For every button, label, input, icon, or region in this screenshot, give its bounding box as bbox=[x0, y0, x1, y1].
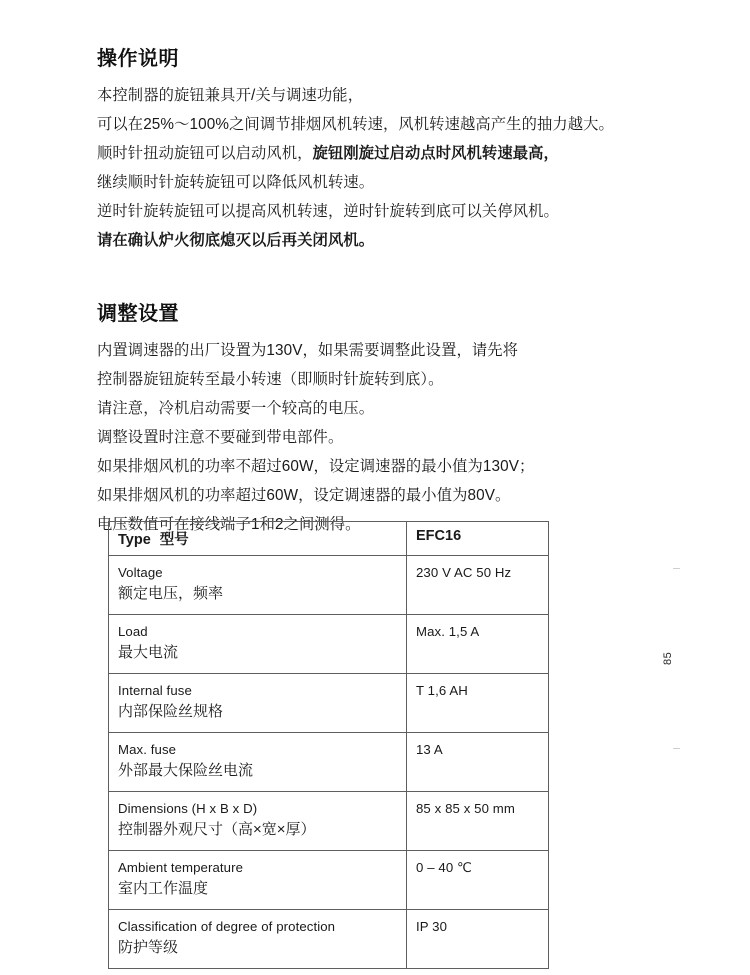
text-content-area bbox=[97, 47, 657, 539]
table-cell-label-en: Max. fuse bbox=[118, 742, 177, 757]
paragraph-line: 逆时针旋转旋钮可以提高风机转速，逆时针旋转到底可以关停风机。 bbox=[97, 203, 559, 220]
paragraph-line: 内置调速器的出厂设置为130V，如果需要调整此设置，请先将 bbox=[97, 342, 519, 359]
table-cell-label-cn: 最大电流 bbox=[118, 644, 179, 661]
paragraph-text-bold: 旋钮刚旋过启动点时风机转速最高， bbox=[312, 145, 559, 162]
table-cell-label-en: Voltage bbox=[118, 565, 163, 580]
crop-mark-bottom-icon bbox=[673, 748, 680, 749]
table-cell-label-en: Dimensions (H x B x D) bbox=[118, 801, 258, 816]
table-cell-value: Max. 1,5 A bbox=[407, 615, 549, 674]
table-cell-label-cn: 室内工作温度 bbox=[118, 880, 209, 897]
table-header-label-cn: 型号 bbox=[159, 532, 189, 548]
table-cell-label-cn: 控制器外观尺寸（高×宽×厚） bbox=[118, 821, 316, 838]
section-heading-adjustment: 调整设置 bbox=[97, 303, 179, 325]
table-header-label-cell bbox=[109, 522, 407, 556]
table-cell-label-en: Internal fuse bbox=[118, 683, 192, 698]
table-header-value-cell: EFC16 bbox=[407, 522, 549, 556]
specification-table-container bbox=[108, 521, 548, 969]
table-header-row bbox=[109, 522, 549, 556]
table-header-label-en: Type bbox=[118, 532, 151, 548]
table-cell-label bbox=[109, 792, 407, 851]
table-cell-label-cn: 防护等级 bbox=[118, 939, 179, 956]
paragraph-text-normal: 顺时针扭动旋钮可以启动风机， bbox=[97, 145, 313, 162]
table-cell-label bbox=[109, 851, 407, 910]
paragraph-line: 控制器旋钮旋转至最小转速（即顺时针旋转到底）。 bbox=[97, 371, 444, 388]
table-cell-label-en: Load bbox=[118, 624, 148, 639]
table-row bbox=[109, 792, 549, 851]
paragraph-line: 调整设置时注意不要碰到带电部件。 bbox=[97, 429, 344, 446]
table-row bbox=[109, 910, 549, 969]
paragraph-line bbox=[97, 139, 657, 168]
paragraph-line: 请注意，冷机启动需要一个较高的电压。 bbox=[97, 400, 375, 417]
crop-mark-top-icon bbox=[673, 568, 680, 569]
table-row bbox=[109, 556, 549, 615]
table-cell-label bbox=[109, 615, 407, 674]
paragraph-line: 可以在25%～100%之间调节排烟风机转速，风机转速越高产生的抽力越大。 bbox=[97, 116, 614, 133]
section-heading-operation: 操作说明 bbox=[97, 48, 179, 70]
paragraph-line: 电压数值可在接线端子1和2之间测得。 bbox=[97, 516, 361, 533]
table-cell-value: 85 x 85 x 50 mm bbox=[407, 792, 549, 851]
section-spacer bbox=[97, 255, 657, 302]
table-cell-value: T 1,6 AH bbox=[407, 674, 549, 733]
page-number: 85 bbox=[662, 651, 674, 665]
table-cell-label-cn: 额定电压，频率 bbox=[118, 585, 224, 602]
table-cell-label-cn: 外部最大保险丝电流 bbox=[118, 762, 254, 779]
table-row bbox=[109, 674, 549, 733]
table-cell-label bbox=[109, 674, 407, 733]
table-cell-label bbox=[109, 556, 407, 615]
table-cell-value: IP 30 bbox=[407, 910, 549, 969]
paragraph-line: 本控制器的旋钮兼具开/关与调速功能， bbox=[97, 87, 364, 104]
paragraph-adjustment bbox=[97, 336, 657, 539]
specification-table bbox=[108, 521, 549, 969]
table-cell-label-cn: 内部保险丝规格 bbox=[118, 703, 224, 720]
paragraph-line-warning: 请在确认炉火彻底熄灭以后再关闭风机。 bbox=[97, 232, 375, 249]
table-row bbox=[109, 615, 549, 674]
table-cell-label bbox=[109, 910, 407, 969]
table-cell-value: 230 V AC 50 Hz bbox=[407, 556, 549, 615]
table-cell-label-en: Ambient temperature bbox=[118, 860, 244, 875]
paragraph-line: 继续顺时针旋转旋钮可以降低风机转速。 bbox=[97, 174, 375, 191]
paragraph-line: 如果排烟风机的功率超过60W，设定调速器的最小值为80V。 bbox=[97, 487, 511, 504]
table-cell-label bbox=[109, 733, 407, 792]
table-cell-value: 0 – 40 ℃ bbox=[407, 851, 549, 910]
table-row bbox=[109, 733, 549, 792]
table-row bbox=[109, 851, 549, 910]
paragraph-operation bbox=[97, 81, 657, 255]
table-cell-value: 13 A bbox=[407, 733, 549, 792]
paragraph-line: 如果排烟风机的功率不超过60W，设定调速器的最小值为130V； bbox=[97, 458, 535, 475]
table-cell-label-en: Classification of degree of protection bbox=[118, 919, 336, 934]
